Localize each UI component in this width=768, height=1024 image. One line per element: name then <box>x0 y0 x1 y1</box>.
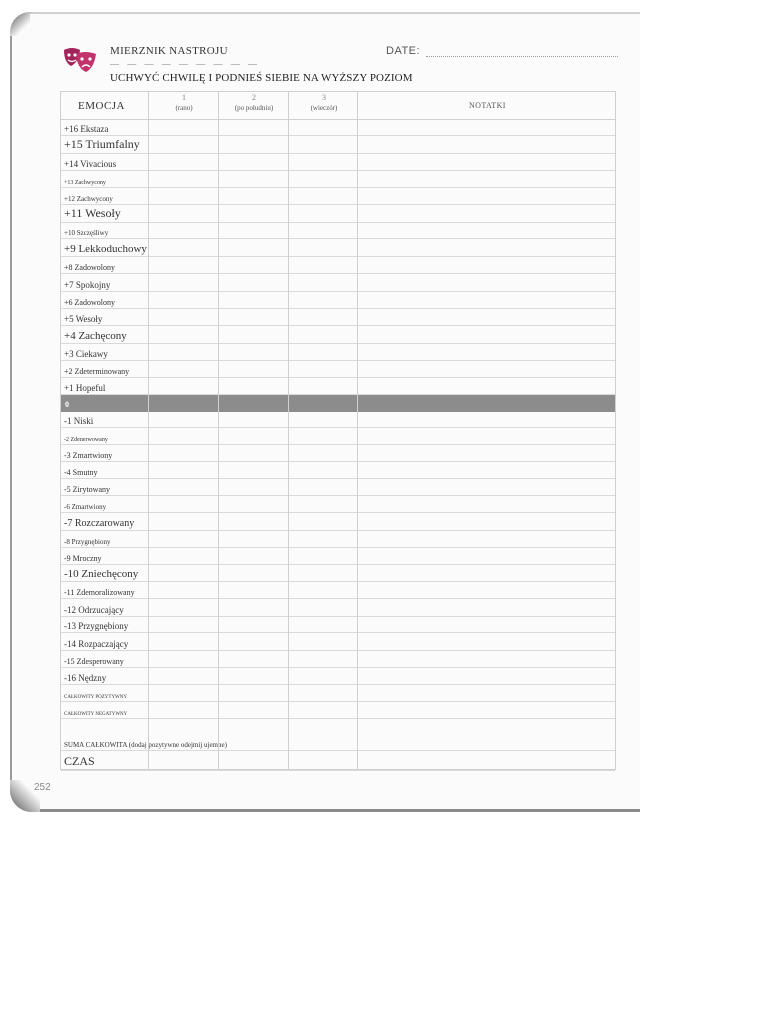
table-row <box>61 702 615 719</box>
column-divider <box>288 92 289 769</box>
emotion-label: SUMA CAŁKOWITA (dodaj pozytywne odejmij ujemne) <box>64 741 227 749</box>
table-row <box>61 479 615 496</box>
emotion-label: -5 Zirytowany <box>64 485 110 494</box>
table-row <box>61 513 615 531</box>
table-row <box>61 326 615 344</box>
emotion-label: -13 Przygnębiony <box>64 621 129 631</box>
emotion-label: +15 Triumfalny <box>64 137 140 151</box>
emotion-label: -2 Zdenerwowany <box>64 437 108 443</box>
table-row <box>61 361 615 378</box>
table-row <box>61 565 615 582</box>
emotion-label: -6 Zmartwiony <box>64 503 107 511</box>
emotion-label: +8 Zadowolony <box>64 263 115 272</box>
column-divider <box>148 92 149 769</box>
emotion-label: -9 Mroczny <box>64 554 102 563</box>
table-row <box>61 668 615 685</box>
emotion-label: +5 Wesoły <box>64 314 103 324</box>
table-row <box>61 751 615 771</box>
mood-tracker-table <box>60 91 616 770</box>
table-row <box>61 651 615 668</box>
emotion-label: -3 Zmartwiony <box>64 451 113 460</box>
date-label: DATE: <box>386 45 421 57</box>
column-header-2: 2 (po południu) <box>234 93 274 112</box>
title-underline-decoration: — — — — — — — — — <box>110 59 260 69</box>
table-row <box>61 633 615 651</box>
emotion-label: -16 Nędzny <box>64 673 107 683</box>
emotion-label: -7 Rozczarowany <box>64 518 135 529</box>
table-row <box>61 428 615 445</box>
emotion-label: -4 Smutny <box>64 468 98 477</box>
table-row <box>61 599 615 617</box>
emotion-label: +7 Spokojny <box>64 280 111 290</box>
table-row <box>61 292 615 309</box>
column-header-1: 1 (rano) <box>175 93 193 112</box>
table-row <box>61 136 615 154</box>
emotion-label: CAŁKOWITY POZYTYWNY <box>64 695 127 700</box>
page-corner-shadow <box>10 12 30 36</box>
emotion-label: CZAS <box>64 754 95 768</box>
emotion-label: 0 <box>65 400 69 409</box>
emotion-label: +1 Hopeful <box>64 383 106 393</box>
table-row <box>61 548 615 565</box>
table-row <box>61 171 615 188</box>
theatre-masks-logo-icon <box>62 44 98 74</box>
emotion-label: -1 Niski <box>64 416 94 426</box>
notes-column-header: NOTATKI <box>469 101 506 110</box>
emotion-label: +12 Zachwycony <box>64 195 113 203</box>
emotion-label: +4 Zachęcony <box>64 330 127 342</box>
table-row <box>61 344 615 361</box>
table-row <box>61 188 615 205</box>
table-row <box>61 378 615 395</box>
table-row <box>61 257 615 274</box>
emotion-label: CAŁKOWITY NEGATYWNY <box>64 712 128 717</box>
table-row <box>61 462 615 479</box>
emotion-label: -10 Zniechęcony <box>64 568 139 580</box>
table-row <box>61 239 615 257</box>
table-row <box>61 496 615 513</box>
emotion-column-header: EMOCJA <box>78 100 126 112</box>
table-row <box>61 445 615 462</box>
column-divider <box>218 92 219 769</box>
emotion-label: +11 Wesoły <box>64 206 121 220</box>
emotion-label: +13 Zachwycony <box>64 180 106 186</box>
page-title: MIERZNIK NASTROJU <box>110 45 228 57</box>
column-header-3: 3 (wieczór) <box>310 93 338 112</box>
table-row <box>61 719 615 751</box>
emotion-label: +3 Ciekawy <box>64 349 108 359</box>
page-subtitle: UCHWYĆ CHWILĘ I PODNIEŚ SIEBIE NA WYŻSZY POZIOM <box>110 72 413 84</box>
emotion-label: +2 Zdeterminowany <box>64 367 130 376</box>
emotion-label: +14 Vivacious <box>64 159 117 169</box>
column-divider <box>357 92 358 769</box>
table-row <box>61 223 615 239</box>
table-row <box>61 617 615 633</box>
emotion-label: +16 Ekstaza <box>64 124 109 134</box>
emotion-label: -14 Rozpaczający <box>64 639 129 649</box>
table-row <box>61 531 615 548</box>
table-row <box>61 274 615 292</box>
table-row <box>61 154 615 171</box>
emotion-label: +10 Szczęśliwy <box>64 229 109 237</box>
table-row <box>61 582 615 599</box>
table-row <box>61 412 615 428</box>
emotion-label: +6 Zadowolony <box>64 298 115 307</box>
neutral-divider-row <box>61 395 615 412</box>
table-row <box>61 685 615 702</box>
page-number: 252 <box>34 782 51 793</box>
emotion-label: +9 Lekkoduchowy <box>64 243 147 255</box>
emotion-label: -15 Zdesperowany <box>64 657 124 666</box>
table-header-row <box>61 92 615 120</box>
table-row <box>61 119 615 136</box>
emotion-label: -12 Odrzucający <box>64 605 124 615</box>
table-row <box>61 309 615 326</box>
emotion-label: -8 Przygnębiony <box>64 538 111 546</box>
emotion-label: -11 Zdemoralizowany <box>64 588 135 597</box>
date-field-line[interactable] <box>426 56 618 57</box>
table-row <box>61 205 615 223</box>
